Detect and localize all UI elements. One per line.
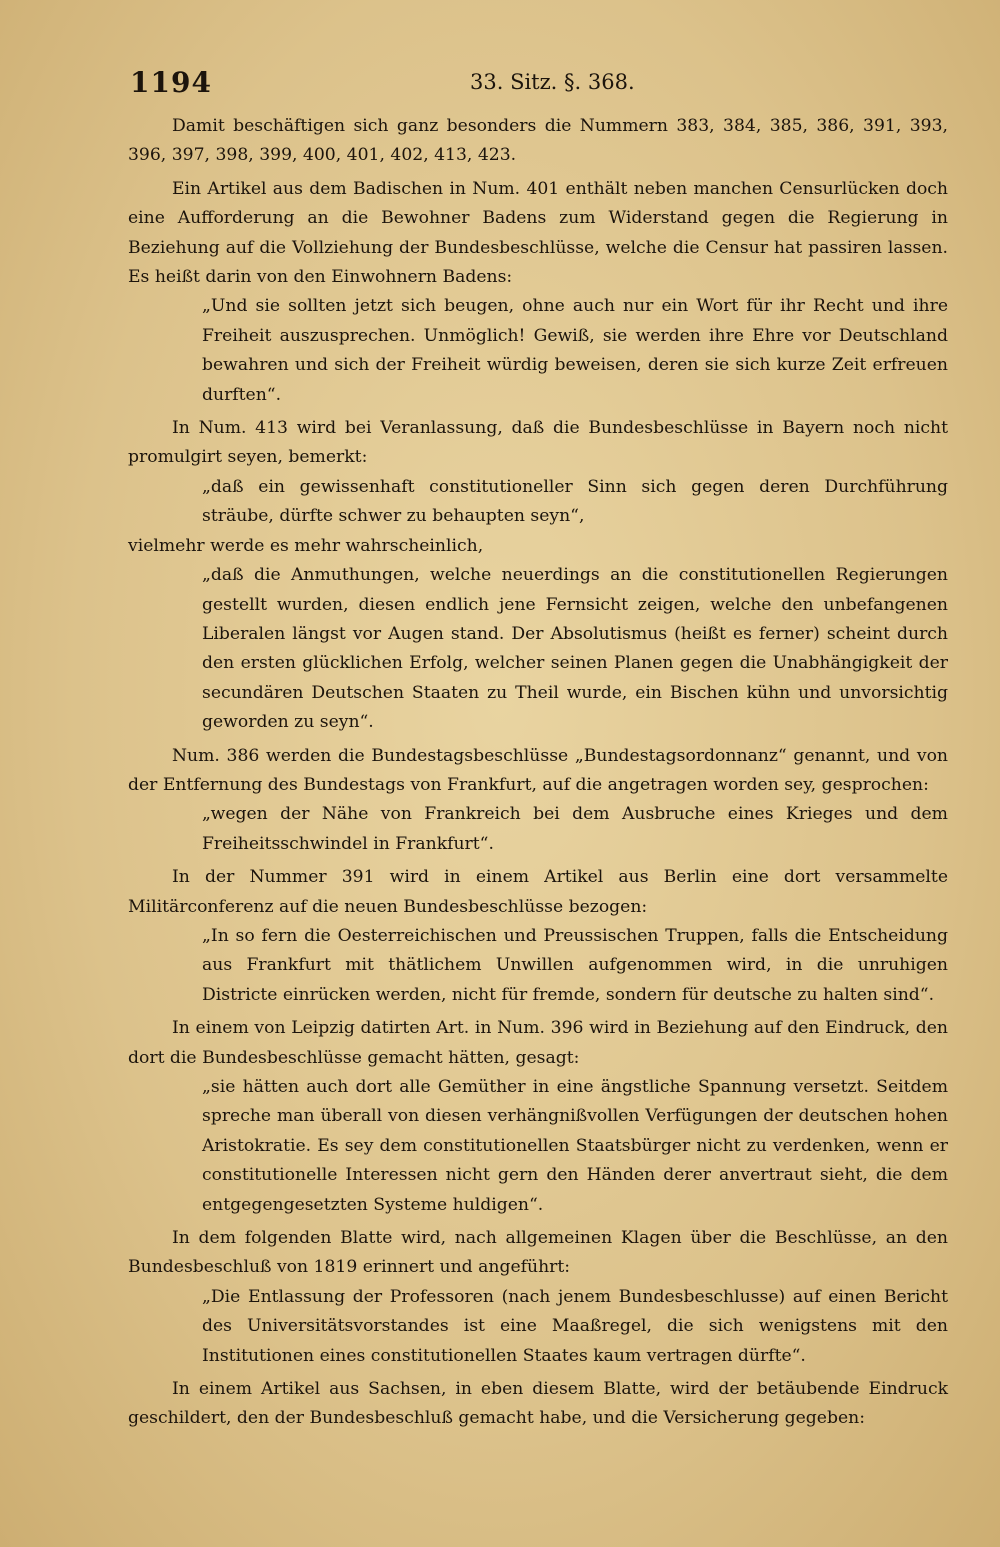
paragraph: In einem Artikel aus Sachsen, in eben diesem Blatte, wird der betäubende Eindruck geschildert, den der Bundesbeschluß gemacht habe, und die Versicherung gegeben: — [128, 1379, 948, 1429]
block-quote: „wegen der Nähe von Frankreich bei dem Ausbruche eines Krieges und dem Freiheitsschwindel in Frankfurt“. — [202, 804, 948, 854]
block-quote: „Die Entlassung der Professoren (nach jenem Bundesbeschlusse) auf einen Bericht des Universitätsvorstandes ist eine Maaßregel, die sich wenigstens mit den Institutionen eines constitutionellen Staates kaum vertragen dürfte“. — [202, 1286, 948, 1366]
block-quote: „In so fern die Oesterreichischen und Preussischen Truppen, falls die Entscheidung aus Frankfurt mit thätlichem Unwillen aufgenommen wird, in die unruhigen Districte einrücken werden, nicht für fremde, sondern für deutsche zu halten sind“. — [202, 925, 948, 1005]
paragraph: Damit beschäftigen sich ganz besonders die Nummern 383, 384, 385, 386, 391, 393, 396, 397, 398, 399, 400, 401, 402, 413, 423. — [128, 116, 948, 166]
block-quote: „daß ein gewissenhaft constitutioneller Sinn sich gegen deren Durchführung sträube, dürfte schwer zu behaupten seyn“, — [202, 476, 948, 527]
paragraph: In der Nummer 391 wird in einem Artikel aus Berlin eine dort versammelte Militärconferenz auf die neuen Bundesbeschlüsse bezogen: — [128, 867, 948, 917]
paragraph: In dem folgenden Blatte wird, nach allgemeinen Klagen über die Beschlüsse, an den Bundesbeschluß von 1819 erinnert und angeführt: — [128, 1228, 948, 1278]
block-quote: „Und sie sollten jetzt sich beugen, ohne auch nur ein Wort für ihr Recht und ihre Freiheit auszusprechen. Unmöglich! Gewiß, sie werden ihre Ehre vor Deutschland bewahren und sich der Freiheit würdig beweisen, deren sie sich kurze Zeit erfreuen durften“. — [202, 296, 948, 405]
page-header — [130, 66, 940, 100]
paragraph: In einem von Leipzig datirten Art. in Num. 396 wird in Beziehung auf den Eindruck, den dort die Bundesbeschlüsse gemacht hätten, gesagt: — [128, 1018, 948, 1068]
paragraph: Ein Artikel aus dem Badischen in Num. 401 enthält neben manchen Censurlücken doch eine Aufforderung an die Bewohner Badens zum Widerstand gegen die Regierung in Beziehung auf die Vollziehung der Bundesbeschlüsse, welche die Censur hat passiren lassen. Es heißt darin von den Einwohnern Badens: — [128, 178, 948, 288]
paragraph: In Num. 413 wird bei Veranlassung, daß die Bundesbeschlüsse in Bayern noch nicht promulgirt seyen, bemerkt: — [128, 418, 948, 468]
block-quote: „sie hätten auch dort alle Gemüther in eine ängstliche Spannung versetzt. Seitdem spreche man überall von diesen verhängnißvollen Verfügungen der deutschen hohen Aristokratie. Es sey dem constitutionellen Staatsbürger nicht zu verdenken, wenn er constitutionelle Interessen nicht gern den Händen derer anvertraut sieht, die dem entgegengesetzten Systeme huldigen“. — [202, 1077, 948, 1215]
page-body — [128, 112, 948, 1434]
block-quote: „daß die Anmuthungen, welche neuerdings an die constitutionellen Regierungen gestellt wurden, diesen endlich jene Fernsicht zeigen, welche den unbefangenen Liberalen längst vor Augen stand. Der Absolutismus (heißt es ferner) scheint durch den ersten glücklichen Erfolg, welcher seinen Planen gegen die Unabhängigkeit der secundären Deutschen Staaten zu Theil wurde, ein Bischen kühn und unvorsichtig geworden zu seyn“. — [202, 565, 948, 733]
page-number: 1194 — [130, 66, 212, 99]
paragraph: Num. 386 werden die Bundestagsbeschlüsse „Bundestagsordonnanz“ genannt, und von der Entfernung des Bundestags von Frankfurt, auf die angetragen worden sey, gesprochen: — [128, 745, 948, 795]
running-head: 33. Sitz. §. 368. — [470, 70, 635, 94]
continuation-line: vielmehr werde es mehr wahrscheinlich, — [128, 535, 484, 556]
